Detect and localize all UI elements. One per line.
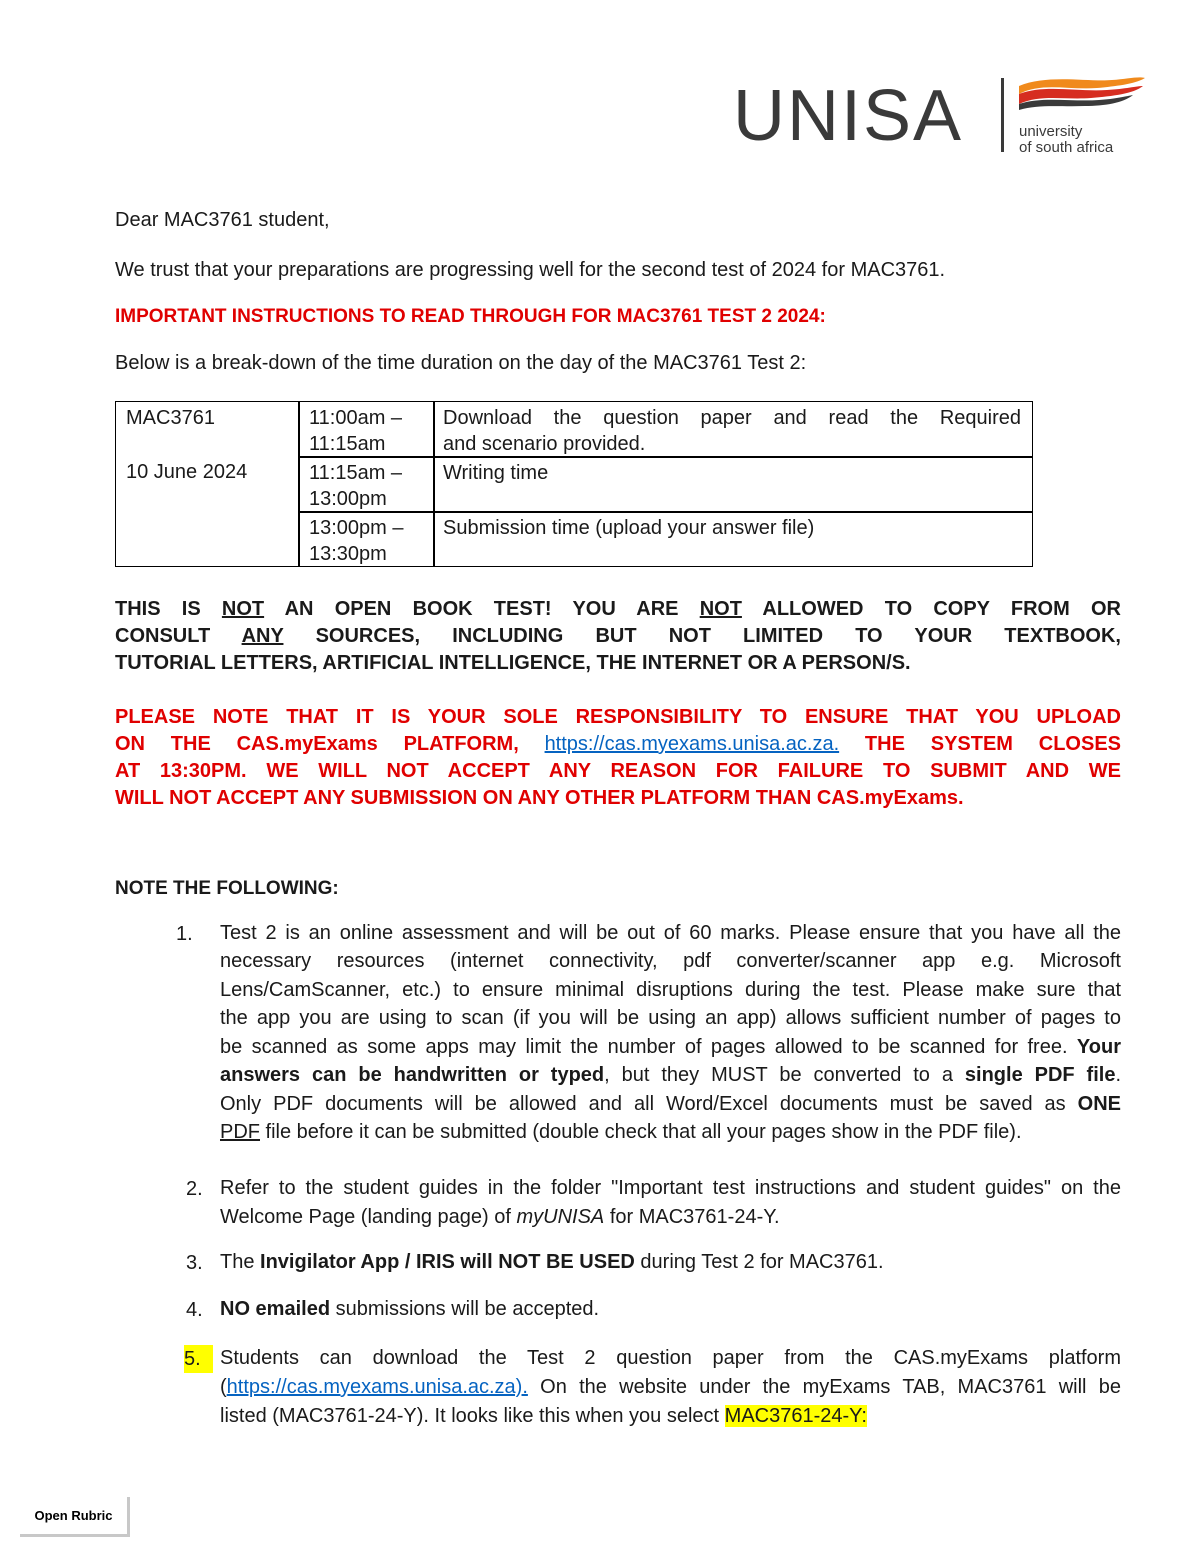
table-divider: [433, 402, 435, 566]
notice-line: [115, 731, 1121, 758]
time-end: 11:15am: [309, 433, 386, 455]
list-emphasis: myUNISA: [516, 1206, 605, 1228]
logo-divider: [1001, 78, 1004, 152]
unisa-logo: [733, 72, 1153, 162]
flag-icon: [1017, 76, 1147, 116]
list-item-line: [220, 1061, 1121, 1090]
warning-text: CONSULT: [115, 625, 242, 647]
list-item-line: [220, 1033, 1121, 1062]
note-heading: NOTE THE FOLLOWING:: [115, 878, 339, 899]
list-number: 5.: [184, 1345, 213, 1373]
list-emphasis: NO emailed: [220, 1298, 331, 1320]
intro-paragraph: We trust that your preparations are progressing well for the second test of 2024 for MAC3761.: [115, 259, 946, 281]
warning-line: TUTORIAL LETTERS, ARTIFICIAL INTELLIGENCE, THE INTERNET OR A PERSON/S.: [115, 652, 911, 674]
list-item-line: [220, 1090, 1121, 1119]
list-text: (: [220, 1376, 227, 1398]
cas-myexams-link[interactable]: https://cas.myexams.unisa.ac.za).: [226, 1376, 528, 1398]
schedule-table: [115, 401, 1033, 567]
test-date: 10 June 2024: [126, 461, 248, 483]
time-start: 13:00pm –: [309, 517, 404, 539]
list-emphasis: Your: [1076, 1036, 1121, 1058]
list-item-line: [220, 1203, 1121, 1232]
open-rubric-button[interactable]: Open Rubric: [20, 1497, 130, 1537]
activity-continued: and scenario provided.: [443, 433, 646, 455]
list-text: for MAC3761-24-Y.: [604, 1206, 780, 1228]
list-item-line: necessary resources (internet connectivity, pdf converter/scanner app e.g. Microsoft: [220, 950, 1121, 972]
warning-emphasis: ANY: [241, 625, 284, 647]
list-emphasis: Invigilator App / IRIS will NOT BE USED: [260, 1251, 635, 1273]
time-start: 11:15am –: [309, 462, 403, 484]
list-text: listed (MAC3761-24-Y). It looks like this when you select: [220, 1405, 725, 1427]
list-emphasis: single PDF file: [964, 1064, 1116, 1086]
list-item-line: Refer to the student guides in the folder "Important test instructions and student guides" on the: [220, 1177, 1121, 1199]
list-text: , but they MUST be converted to a: [604, 1064, 965, 1086]
warning-line: [115, 623, 1121, 650]
list-text: Only PDF documents will be allowed and all Word/Excel documents must be saved as: [220, 1093, 1078, 1115]
logo-subtitle-line2: of south africa: [1019, 139, 1114, 156]
list-number: 1.: [176, 923, 193, 945]
warning-text: ALLOWED TO COPY FROM OR: [741, 598, 1121, 620]
list-item-line: Students can download the Test 2 question paper from the CAS.myExams platform: [220, 1347, 1121, 1369]
list-text: .: [1115, 1064, 1122, 1086]
logo-subtitle-line1: university: [1019, 123, 1083, 140]
list-emphasis: PDF: [220, 1121, 260, 1143]
list-item-line: [220, 1402, 1121, 1431]
list-emphasis: answers can be handwritten or typed: [220, 1064, 605, 1086]
list-text: be scanned as some apps may limit the number of pages allowed to be scanned for free.: [220, 1036, 1077, 1058]
list-item-line: the app you are using to scan (if you will be using an app) allows sufficient number of pages to: [220, 1007, 1121, 1029]
notice-line: WILL NOT ACCEPT ANY SUBMISSION ON ANY OTHER PLATFORM THAN CAS.myExams.: [115, 787, 964, 809]
notice-text: THE SYSTEM CLOSES: [839, 733, 1121, 755]
cas-myexams-link[interactable]: https://cas.myexams.unisa.ac.za.: [544, 733, 840, 755]
notice-line: AT 13:30PM. WE WILL NOT ACCEPT ANY REASON FOR FAILURE TO SUBMIT AND WE: [115, 760, 1121, 782]
list-text: during Test 2 for MAC3761.: [634, 1251, 884, 1273]
table-divider: [298, 511, 1032, 513]
list-text: On the website under the myExams TAB, MAC3761 will be: [527, 1376, 1121, 1398]
highlighted-module-code: MAC3761-24-Y:: [724, 1405, 867, 1427]
warning-line: [115, 596, 1121, 623]
list-item-line: Test 2 is an online assessment and will be out of 60 marks. Please ensure that you have all the: [220, 922, 1121, 944]
list-item-line: [220, 1248, 1121, 1277]
warning-emphasis: NOT: [699, 598, 742, 620]
list-text: submissions will be accepted.: [330, 1298, 600, 1320]
module-code: MAC3761: [126, 407, 215, 429]
breakdown-intro: Below is a break-down of the time duration on the day of the MAC3761 Test 2:: [115, 352, 807, 374]
list-number: 4.: [186, 1299, 203, 1321]
greeting: Dear MAC3761 student,: [115, 209, 330, 231]
warning-text: THIS IS: [115, 598, 222, 620]
time-end: 13:00pm: [309, 488, 387, 510]
warning-text: SOURCES, INCLUDING BUT NOT LIMITED TO YOUR TEXTBOOK,: [283, 625, 1121, 647]
time-start: 11:00am –: [309, 407, 403, 429]
list-text: Welcome Page (landing page) of: [220, 1206, 517, 1228]
list-item-line: [220, 1295, 1121, 1324]
important-heading: IMPORTANT INSTRUCTIONS TO READ THROUGH FOR MAC3761 TEST 2 2024:: [115, 306, 826, 327]
activity: Download the question paper and read the Required: [443, 407, 1021, 429]
list-number: 2.: [186, 1178, 203, 1200]
activity: Writing time: [443, 462, 549, 484]
table-divider: [298, 402, 300, 566]
notice-text: ON THE CAS.myExams PLATFORM,: [115, 733, 545, 755]
list-item-line: [220, 1118, 1121, 1147]
table-divider: [298, 456, 1032, 458]
list-item-line: [220, 1373, 1121, 1402]
list-text: The: [220, 1251, 261, 1273]
list-text: file before it can be submitted (double check that all your pages show in the PDF file).: [260, 1121, 1022, 1143]
logo-wordmark: UNISA: [733, 76, 964, 156]
notice-line: PLEASE NOTE THAT IT IS YOUR SOLE RESPONSIBILITY TO ENSURE THAT YOU UPLOAD: [115, 706, 1121, 728]
list-number: 3.: [186, 1252, 203, 1274]
warning-emphasis: NOT: [221, 598, 265, 620]
time-end: 13:30pm: [309, 543, 387, 565]
warning-text: AN OPEN BOOK TEST! YOU ARE: [264, 598, 700, 620]
list-item-line: Lens/CamScanner, etc.) to ensure minimal disruptions during the test. Please make sure that: [220, 979, 1121, 1001]
list-emphasis: ONE: [1077, 1093, 1121, 1115]
activity: Submission time (upload your answer file): [443, 517, 815, 539]
